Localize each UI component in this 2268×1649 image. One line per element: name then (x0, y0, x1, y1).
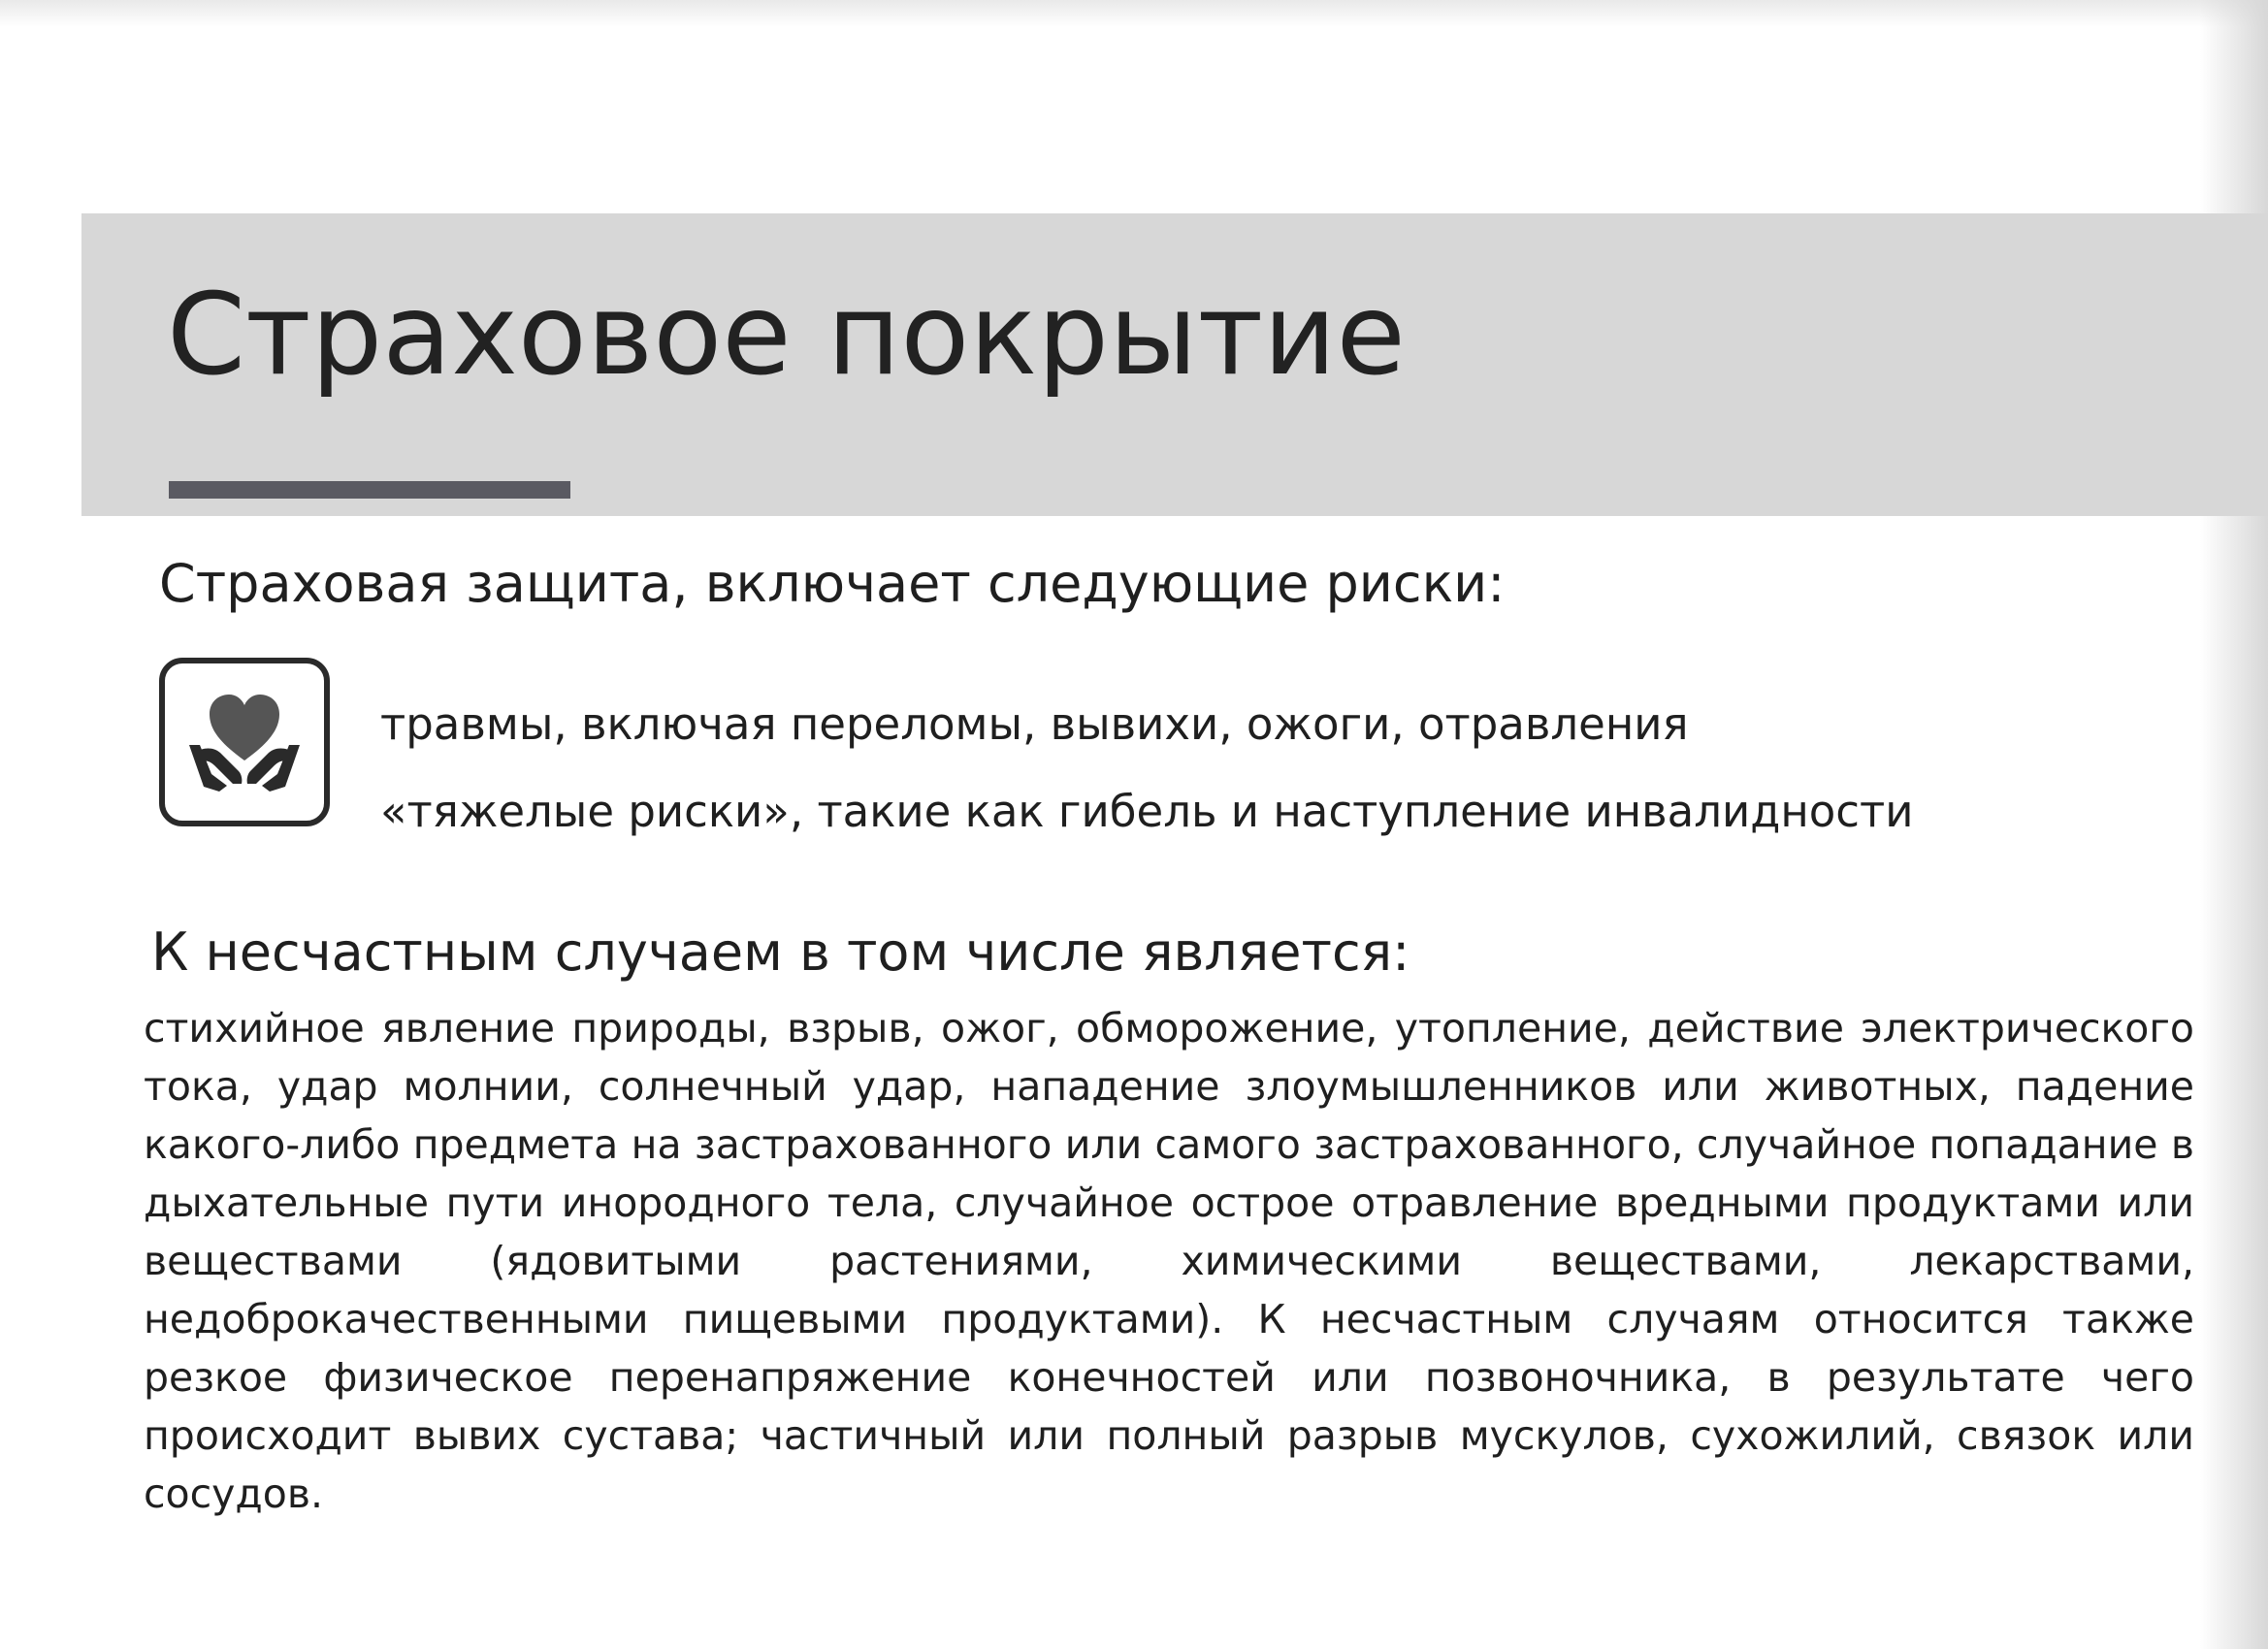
section-heading: К несчастным случаем в том числе является: (151, 922, 1410, 983)
risk-item: «тяжелые риски», такие как гибель и наступление инвалидности (380, 786, 1914, 837)
risks-subtitle: Страховая защита, включает следующие риски: (159, 553, 1506, 614)
page-title: Страховое покрытие (167, 270, 1406, 401)
heart-in-hands-icon (159, 658, 330, 826)
scan-top-edge (0, 0, 2268, 27)
accident-description-paragraph: стихийное явление природы, взрыв, ожог, обморожение, утопление, действие электрического тока, удар молнии, солнечный удар, нападение злоумышленников или животных, падение какого-либо предмета на застрахованного или самого застрахованного, случайное попадание в дыхательные пути инородного тела, случайное острое отравление вредными продуктами или веществами (ядовитыми растениями, химическими веществами, лекарствами, недоброкачественными пищевыми продуктами). К несчастным случаям относится также резкое физическое перенапряжение конечностей или позвоночника, в результате чего происходит вывих сустава; частичный или полный разрыв мускулов, сухожилий, связок или сосудов. (144, 1005, 2194, 1517)
risk-item: травмы, включая переломы, вывихи, ожоги, отравления (380, 698, 1689, 750)
title-underline (169, 481, 570, 499)
